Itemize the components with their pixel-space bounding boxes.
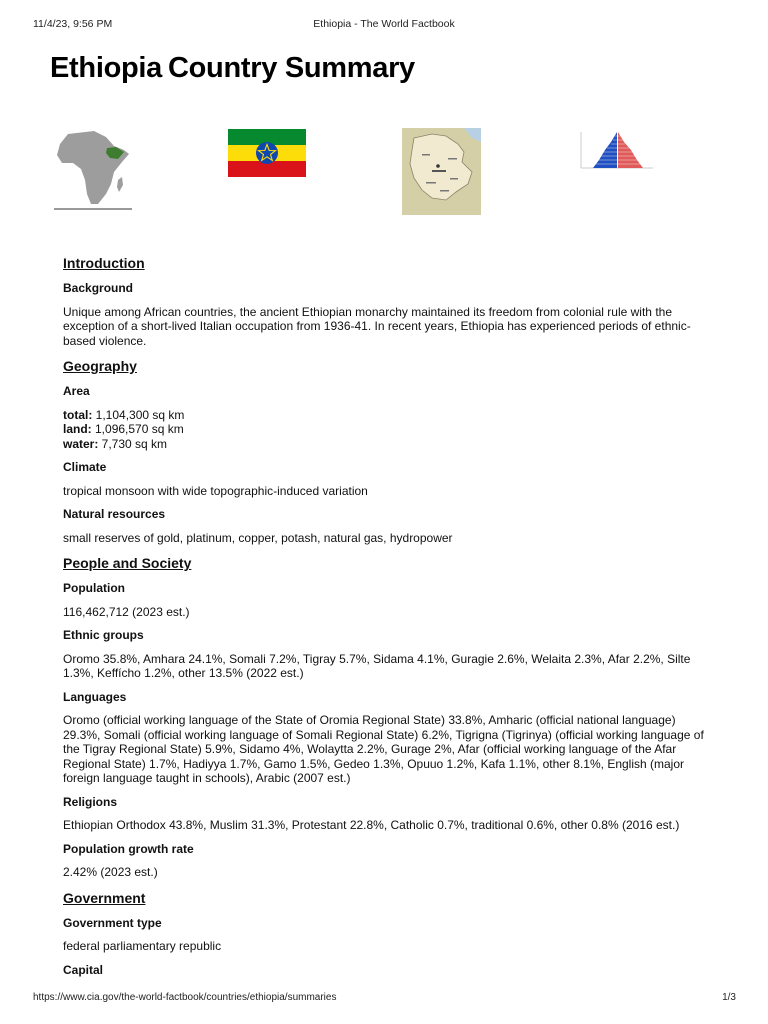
field-value-population: 116,462,712 (2023 est.) — [63, 604, 190, 619]
section-heading-government[interactable]: Government — [63, 889, 146, 906]
area-row-water — [63, 437, 708, 452]
field-label-ethnic-groups: Ethnic groups — [63, 628, 144, 642]
area-key: total: — [63, 407, 93, 422]
field-label-languages: Languages — [63, 689, 127, 704]
field-label-religions: Religions — [63, 794, 118, 809]
field-value-background: Unique among African countries, the ancient Ethiopian monarchy maintained its freedom from colonial rule with the exception of a short-lived Italian occupation from 1936-41. In recent years, Ethiopia has experienced periods of ethnic-based violence. — [63, 304, 691, 348]
print-page-number: 1/3 — [722, 992, 736, 1003]
summary-content — [63, 254, 708, 986]
print-datetime: 11/4/23, 9:56 PM — [33, 18, 113, 30]
field-label-natural-resources: Natural resources — [63, 507, 166, 521]
section-heading-geography[interactable]: Geography — [63, 358, 137, 374]
page-title-country: Ethiopia — [50, 52, 162, 84]
section-heading-introduction[interactable]: Introduction — [63, 255, 145, 271]
africa-locator-map-icon[interactable] — [54, 128, 132, 212]
field-value-area — [63, 408, 708, 452]
field-label-government-type: Government type — [63, 915, 162, 930]
field-value-natural-resources: small reserves of gold, platinum, copper, potash, natural gas, hydropower — [63, 530, 453, 545]
field-value-languages: Oromo (official working language of the State of Oromia Regional State) 33.8%, Amharic (official national language) 29.3%, Somali (official working language of Somali Regional State) 6.2%, Tigrigna (Tigrinya) (official working language of the Tigray Regional State) 5.9%, Sidamo 4%, Wolaytta 2.2%, Gurage 2%, Afar (official working language of the Afar Regional State) 1.7%, Hadiyya 1.7%, Gamo 1.5%, Gedeo 1.3%, Opuuo 1.2%, Kafa 1.1%, other 8.1%, English (major foreign language taught in schools), Arabic (2007 est.) — [63, 713, 704, 785]
field-value-religions: Ethiopian Orthodox 43.8%, Muslim 31.3%, Protestant 22.8%, Catholic 0.7%, traditional 0.6%, other 0.8% (2016 est.) — [63, 818, 680, 832]
area-value: 1,096,570 sq km — [91, 422, 184, 436]
field-label-area: Area — [63, 384, 90, 398]
field-label-capital: Capital — [63, 962, 104, 977]
print-page-title: Ethiopia - The World Factbook — [313, 18, 455, 30]
field-label-climate: Climate — [63, 460, 107, 474]
section-heading-people-and-society[interactable]: People and Society — [63, 555, 192, 571]
field-value-climate: tropical monsoon with wide topographic-induced variation — [63, 483, 368, 498]
area-key: water: — [63, 436, 99, 451]
page-title-rest: Country Summary — [168, 52, 415, 84]
field-value-population-growth-rate: 2.42% (2023 est.) — [63, 865, 158, 879]
field-value-government-type: federal parliamentary republic — [63, 939, 222, 953]
ethiopia-flag-icon[interactable] — [228, 129, 306, 177]
area-value: 1,104,300 sq km — [92, 407, 185, 422]
area-row-land — [63, 422, 708, 437]
ethiopia-map-icon[interactable] — [402, 128, 481, 215]
area-row-total — [63, 408, 708, 423]
field-value-ethnic-groups: Oromo 35.8%, Amhara 24.1%, Somali 7.2%, Tigray 5.7%, Sidama 4.1%, Guragie 2.6%, Welaita 2.3%, Afar 2.2%, Silte 1.3%, Keffícho 1.2%, other 13.5% (2022 est.) — [63, 651, 691, 680]
field-label-background: Background — [63, 281, 134, 295]
area-key: land: — [63, 422, 92, 436]
field-label-population-growth-rate: Population growth rate — [63, 841, 194, 856]
field-label-population: Population — [63, 581, 125, 595]
population-pyramid-icon[interactable] — [577, 128, 656, 176]
print-url[interactable]: https://www.cia.gov/the-world-factbook/countries/ethiopia/summaries — [33, 992, 337, 1003]
page-title — [50, 52, 415, 85]
area-value: 7,730 sq km — [98, 436, 168, 451]
